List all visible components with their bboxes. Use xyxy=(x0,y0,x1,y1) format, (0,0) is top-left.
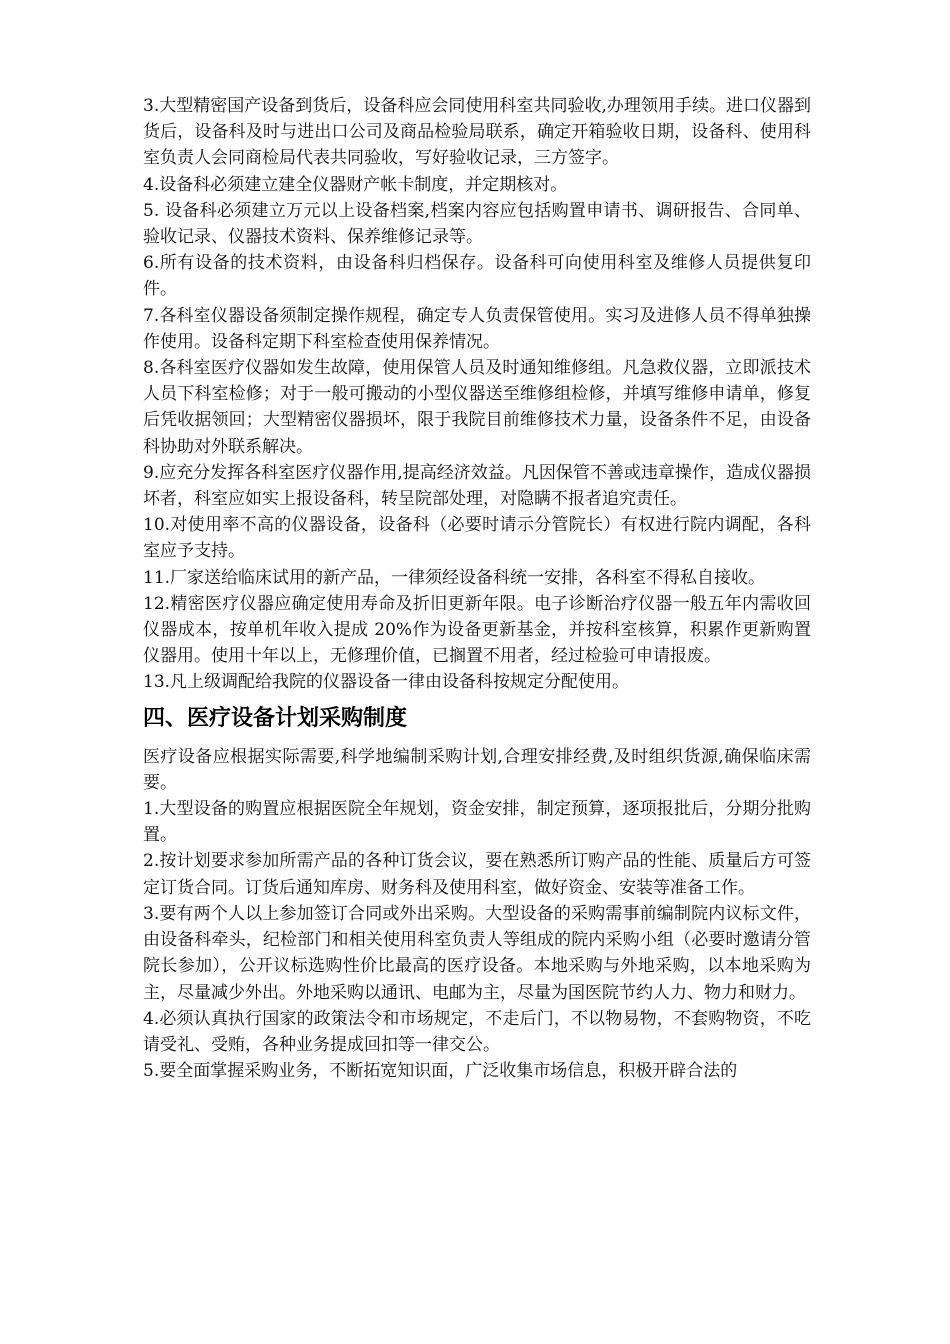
intro-paragraph: 医疗设备应根据实际需要,科学地编制采购计划,合理安排经费,及时组织货源,确保临床需要。 xyxy=(143,746,811,793)
list-item: 5.要全面掌握采购业务，不断拓宽知识面，广泛收集市场信息，积极开辟合法的 xyxy=(143,1061,738,1082)
list-item: 2.按计划要求参加所需产品的各种订货会议，要在熟悉所订购产品的性能、质量后方可签定订货合同。订货后通知库房、财务科及使用科室，做好资金、安装等准备工作。 xyxy=(143,851,811,898)
list-item: 3.大型精密国产设备到货后，设备科应会同使用科室共同验收,办理领用手续。进口仪器到货后，设备科及时与进出口公司及商品检验局联系，确定开箱验收日期，设备科、使用科室负责人会同商检局代表共同验收，写好验收记录，三方签字。 xyxy=(143,96,811,169)
list-item: 8.各科室医疗仪器如发生故障，使用保管人员及时通知维修组。凡急救仪器，立即派技术人员下科室检修；对于一般可搬动的小型仪器送至维修组检修，并填写维修申请单，修复后凭收据领回；大型精密仪器损坏，限于我院目前维修技术力量，设备条件不足，由设备科协助对外联系解决。 xyxy=(143,358,811,457)
list-item: 10.对使用率不高的仪器设备，设备科（必要时请示分管院长）有权进行院内调配，各科室应予支持。 xyxy=(143,515,811,562)
list-item: 1.大型设备的购置应根据医院全年规划，资金安排，制定预算，逐项报批后，分期分批购置。 xyxy=(143,799,811,846)
list-item: 5. 设备科必须建立万元以上设备档案,档案内容应包括购置申请书、调研报告、合同单、验收记录、仪器技术资料、保养维修记录等。 xyxy=(143,200,811,248)
document-body xyxy=(143,93,811,1084)
list-item: 7.各科室仪器设备须制定操作规程，确定专人负责保管使用。实习及进修人员不得单独操作使用。设备科定期下科室检查使用保养情况。 xyxy=(143,305,811,352)
section-heading: 四、医疗设备计划采购制度 xyxy=(143,705,408,731)
list-item: 13.凡上级调配给我院的仪器设备一律由设备科按规定分配使用。 xyxy=(143,672,630,693)
list-item: 9.应充分发挥各科室医疗仪器作用,提高经济效益。凡因保管不善或违章操作，造成仪器损坏者，科室应如实上报设备科，转呈院部处理，对隐瞒不报者追究责任。 xyxy=(143,462,811,510)
list-item: 3.要有两个人以上参加签订合同或外出采购。大型设备的采购需事前编制院内议标文件，由设备科牵头，纪检部门和相关使用科室负责人等组成的院内采购小组（必要时邀请分管院长参加），公开议标选购性价比最高的医疗设备。本地采购与外地采购，以本地采购为主，尽量减少外出。外地采购以通讯、电邮为主，尽量为国医院节约人力、物力和财力。 xyxy=(143,903,811,1003)
list-item: 11.厂家送给临床试用的新产品，一律须经设备科统一安排，各科室不得私自接收。 xyxy=(143,567,766,588)
list-item: 4.设备科必须建立建全仪器财产帐卡制度，并定期核对。 xyxy=(143,174,568,195)
list-item: 6.所有设备的技术资料，由设备科归档保存。设备科可向使用科室及维修人员提供复印件。 xyxy=(143,253,811,300)
list-item: 4.必须认真执行国家的政策法令和市场规定，不走后门，不以物易物，不套购物资，不吃请受礼、受贿，各种业务提成回扣等一律交公。 xyxy=(143,1008,811,1055)
list-item: 12.精密医疗仪器应确定使用寿命及折旧更新年限。电子诊断治疗仪器一般五年内需收回仪器成本，按单机年收入提成 20%作为设备更新基金，并按科室核算，积累作更新购置仪器用。使用十年以上，无修理价值，已搁置不用者，经过检验可申请报废。 xyxy=(143,593,811,667)
